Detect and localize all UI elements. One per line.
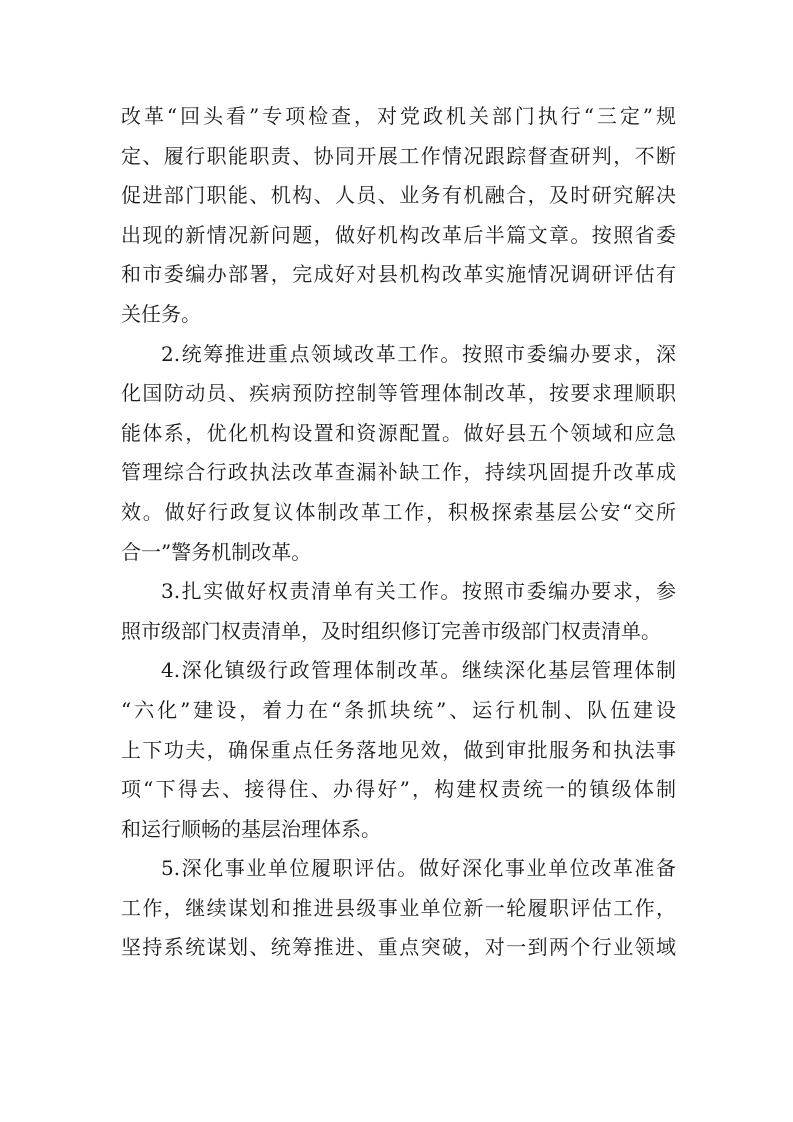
text-line: 和运行顺畅的基层治理体系。 bbox=[121, 816, 381, 841]
text-line: 项“下得去、接得住、办得好”，构建权责统一的镇级体制 bbox=[121, 777, 676, 802]
text-line: 关任务。 bbox=[121, 301, 201, 326]
text-line: 效。做好行政复议体制改革工作，积极探索基层公安“交所 bbox=[121, 499, 676, 524]
text-line: 定、履行职能职责、协同开展工作情况跟踪督查研判，不断 bbox=[121, 143, 676, 168]
paragraph-institutional-reform-review bbox=[121, 97, 676, 335]
text-line: 2.统筹推进重点领域改革工作。按照市委编办要求，深 bbox=[161, 341, 676, 366]
text-line: 3.扎实做好权责清单有关工作。按照市委编办要求，参 bbox=[161, 579, 676, 604]
text-line: 管理综合行政执法改革查漏补缺工作，持续巩固提升改革成 bbox=[121, 460, 676, 485]
paragraph-item-2-key-areas-reform bbox=[121, 335, 676, 573]
text-line: 照市级部门权责清单，及时组织修订完善市级部门权责清单。 bbox=[121, 618, 661, 643]
text-line: “六化”建设，着力在“条抓块统”、运行机制、队伍建设 bbox=[121, 697, 676, 722]
text-line: 坚持系统谋划、统筹推进、重点突破，对一到两个行业领域 bbox=[121, 935, 676, 960]
text-line: 促进部门职能、机构、人员、业务有机融合，及时研究解决 bbox=[121, 183, 676, 208]
text-line: 4.深化镇级行政管理体制改革。继续深化基层管理体制 bbox=[161, 658, 676, 683]
text-line: 能体系，优化机构设置和资源配置。做好县五个领域和应急 bbox=[121, 420, 676, 445]
paragraph-item-4-town-administration-reform bbox=[121, 651, 676, 849]
paragraph-item-5-public-institution-assessment bbox=[121, 849, 676, 968]
text-line: 工作，继续谋划和推进县级事业单位新一轮履职评估工作， bbox=[121, 895, 676, 920]
text-line: 5.深化事业单位履职评估。做好深化事业单位改革准备 bbox=[161, 856, 676, 881]
text-line: 出现的新情况新问题，做好机构改革后半篇文章。按照省委 bbox=[121, 222, 676, 247]
text-line: 和市委编办部署，完成好对县机构改革实施情况调研评估有 bbox=[121, 262, 676, 287]
text-line: 改革“回头看”专项检查，对党政机关部门执行“三定”规 bbox=[121, 104, 676, 128]
text-line: 合一”警务机制改革。 bbox=[121, 539, 312, 564]
paragraph-item-3-responsibility-list bbox=[121, 572, 676, 651]
text-line: 上下功夫，确保重点任务落地见效，做到审批服务和执法事 bbox=[121, 737, 676, 762]
document-body bbox=[121, 97, 676, 968]
text-line: 化国防动员、疾病预防控制等管理体制改革，按要求理顺职 bbox=[121, 381, 676, 406]
